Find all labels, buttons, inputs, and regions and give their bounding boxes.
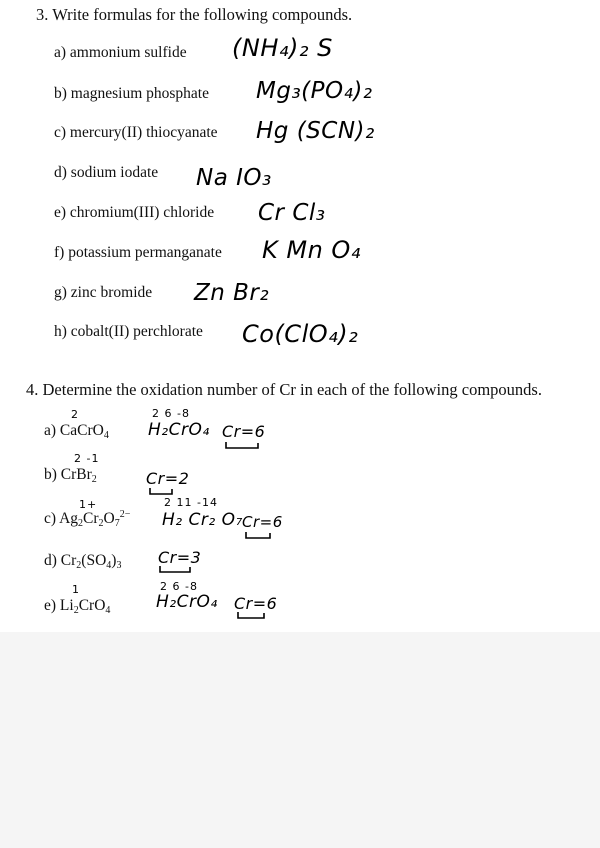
q4-item-a-formula: CaCrO$_4$: [59, 422, 109, 441]
q4-item-d-result: Cr=3: [158, 548, 202, 567]
q3-item-b-answer: Mg₃(PO₄)₂: [256, 78, 373, 104]
q4-item-e-work: H₂CrO₄: [156, 592, 218, 612]
q4-item-e-work-top: 2 6 -8: [160, 580, 198, 593]
q3-item-e-answer: Cr Cl₃: [258, 200, 326, 226]
q4-item-e-underline: [236, 610, 272, 620]
q3-item-a-answer: (NH₄)₂ S: [232, 34, 333, 62]
q4-item-d-underline: [158, 564, 196, 574]
q3-item-b-label: b) magnesium phosphate: [54, 85, 209, 102]
q4-item-e-note-above: 1: [72, 583, 80, 596]
q4-item-a-underline: [224, 440, 264, 450]
q4-item-c-note-above: 1+: [79, 498, 98, 511]
q3-item-c-answer: Hg (SCN)₂: [256, 118, 375, 144]
q4-item-a-result: Cr=6: [222, 422, 266, 441]
question-4-heading: 4. Determine the oxidation number of Cr in each of the following compounds.: [26, 380, 542, 399]
question-3-heading: 3. Write formulas for the following compounds.: [36, 5, 353, 24]
q4-item-c-prefix: c): [44, 510, 57, 527]
q4-item-a-note-above: 2: [71, 408, 79, 421]
q3-item-a-label: a) ammonium sulfide: [54, 44, 187, 61]
q4-item-b-prefix: b): [44, 466, 57, 483]
q3-item-f-answer: K Mn O₄: [262, 236, 361, 264]
q4-item-b-underline: [148, 486, 182, 496]
q3-item-g-label: g) zinc bromide: [54, 284, 153, 301]
q3-item-f-label: f) potassium permanganate: [54, 244, 222, 261]
q4-item-c: [44, 510, 130, 528]
q4-item-c-work: H₂ Cr₂ O₇: [162, 510, 243, 530]
q4-item-a-work-top: 2 6 -8: [152, 407, 190, 420]
q3-item-g-answer: Zn Br₂: [194, 280, 270, 306]
q4-item-b-result: Cr=2: [146, 469, 190, 488]
q3-item-h-label: h) cobalt(II) perchlorate: [54, 323, 203, 340]
q4-item-e-formula: $Li_2CrO_4$: [59, 597, 111, 616]
q4-item-a-prefix: a): [44, 422, 57, 439]
q4-item-e-prefix: e): [44, 597, 57, 614]
q4-item-c-result: Cr=6: [242, 513, 283, 531]
q4-item-d-prefix: d): [44, 552, 57, 569]
q4-item-e: [44, 597, 110, 615]
q3-item-e-label: e) chromium(III) chloride: [54, 204, 215, 221]
q4-item-a-work: H₂CrO₄: [148, 420, 210, 440]
q3-item-h-answer: Co(ClO₄)₂: [242, 320, 359, 348]
q4-item-a: [44, 422, 109, 440]
q4-item-c-underline: [244, 530, 278, 540]
q4-item-b-note-above: 2 -1: [74, 452, 100, 465]
q4-item-e-result: Cr=6: [234, 594, 278, 613]
q4-item-c-work-top: 2 11 -14: [164, 496, 218, 509]
q4-item-b-formula: CrBr$_2$: [60, 466, 97, 485]
q4-item-c-formula: $Ag_2Cr_2O_7^{2-}$: [59, 509, 131, 529]
q4-item-d-formula: $Cr_2(SO_4)_3$: [60, 552, 122, 571]
q3-item-d-label: d) sodium iodate: [54, 164, 159, 181]
q3-item-c-label: c) mercury(II) thiocyanate: [54, 124, 218, 141]
q4-item-b: [44, 466, 97, 484]
q4-item-d: [44, 552, 121, 570]
q3-item-d-answer: Na IO₃: [196, 165, 272, 191]
